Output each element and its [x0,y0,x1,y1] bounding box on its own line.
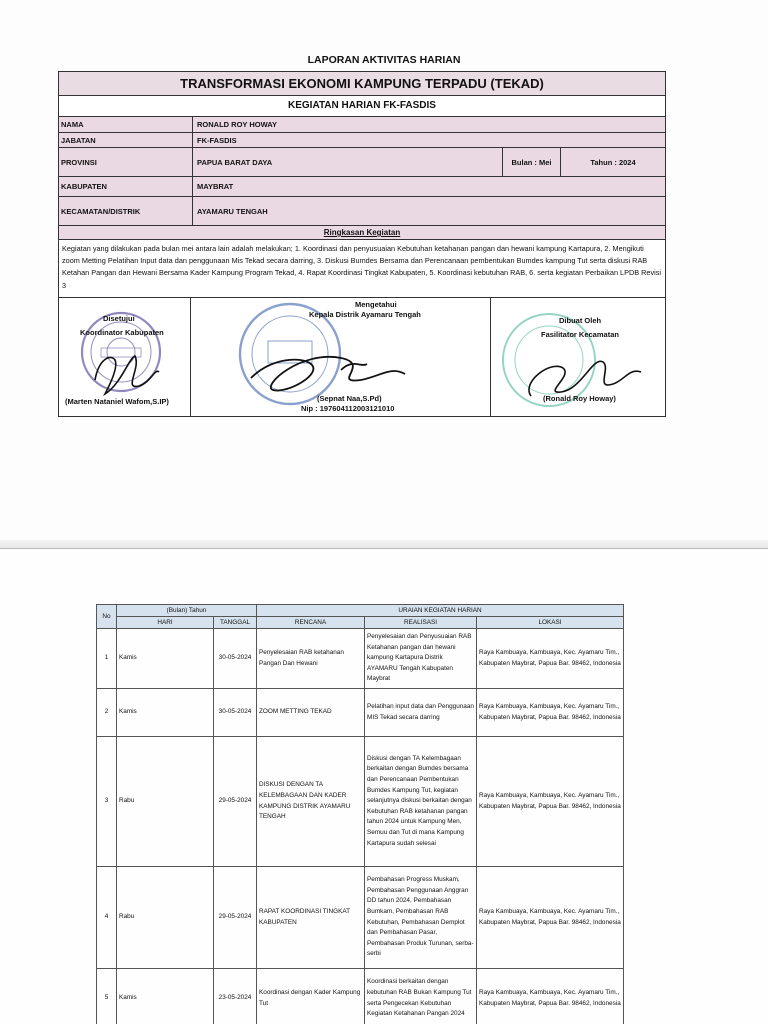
report-form [58,71,666,417]
signature-row [59,298,665,416]
row-rencana: ZOOM METTING TEKAD [257,689,365,737]
row-tanggal: 29-05-2024 [214,737,257,867]
row-realisasi: Koordinasi berkaitan dengan kebutuhan RAB Bukan Kampung Tut serta Pengecekan Kebutuhan Kegiatan Ketahanan Pangan 2024 [365,969,477,1024]
row-hari: Rabu [117,737,214,867]
row-hari: Rabu [117,867,214,969]
header-tanggal: TANGGAL [214,617,257,629]
row-no: 1 [97,629,117,689]
table-row [97,867,624,969]
row-rencana: Koordinasi dengan Kader Kampung Tut [257,969,365,1024]
district-head-ack-label: Mengetahui [355,300,397,309]
summary-text: Kegiatan yang dilakukan pada bulan mei antara lain adalah melakukan; 1. Koordinasi dan penyusuaian Kebutuhan ketahanan pangan dan hewani kampung Kartapura, 2. Mengikuti zoom Metting Pelatihan Input data dan penggunaan Mis Tekad secara darring, 3. Diskusi Bumdes Bersama dan Perencanaan pembentukan Bumdes kampung Tut serta diskusi RAB Ketahan Pangan dan Hewani Bersama Kader Kampung Program Tekad, 4. Rapat Koordinasi Tingkat Kabupaten, 5. Koordinasi kebutuhan RAB, 6. serta kegiatan Perbaikan LPDB Revisi 3 [59,240,665,298]
table-row [97,969,624,1024]
header-lokasi: LOKASI [477,617,624,629]
district-head-nip: Nip : 197604112003121010 [301,404,395,413]
row-realisasi: Penyelesaian dan Penyusuaian RAB Ketahanan pangan dan hewani kampung Kartapura Distrik AYAMARU Tengah Kabupaten Maybrat [365,629,477,689]
row-lokasi: Raya Kambuaya, Kambuaya, Kec. Ayamaru Tim., Kabupaten Maybrat, Papua Bar. 98462, Indonesia [477,867,624,969]
row-tanggal: 30-05-2024 [214,689,257,737]
tahun-value: Tahun : 2024 [560,148,665,176]
row-hari: Kamis [117,689,214,737]
info-row-jabatan [59,133,665,148]
row-realisasi: Pembahasan Progress Muskam, Pembahasan Penggunaan Anggran DD tahun 2024, Pembahasan Bumkam, Pembahasan RAB Kebutuhan, Pembahasan Demplot dan Pembahasan Pasar, Pembahasan Produk Turunan, serba-serbi [365,867,477,969]
header-no: No [97,605,117,629]
header-rencana: RENCANA [257,617,365,629]
kabupaten-value: MAYBRAT [197,182,234,191]
row-hari: Kamis [117,969,214,1024]
table-row [97,629,624,689]
row-tanggal: 30-05-2024 [214,629,257,689]
table-row [97,737,624,867]
info-row-kabupaten [59,177,665,197]
page-gap [0,540,768,548]
facilitator-name: (Ronald Roy Howay) [543,394,616,403]
program-title: TRANSFORMASI EKONOMI KAMPUNG TERPADU (TEKAD) [59,72,665,96]
table-row [97,689,624,737]
jabatan-label: JABATAN [59,133,193,147]
facilitator-role: Fasilitator Kecamatan [541,330,619,339]
district-head-name: (Sepnat Naa,S.Pd) [317,394,382,403]
row-no: 5 [97,969,117,1024]
activity-title: KEGIATAN HARIAN FK-FASDIS [59,96,665,117]
nama-label: NAMA [59,117,193,132]
nama-value: RONALD ROY HOWAY [197,120,278,129]
provinsi-label: PROVINSI [59,148,193,176]
info-row-kecamatan [59,197,665,226]
header-hari: HARI [117,617,214,629]
row-rencana: DISKUSI DENGAN TA KELEMBAGAAN DAN KADER KAMPUNG DISTRIK AYAMARU TENGAH [257,737,365,867]
kecamatan-value: AYAMARU TENGAH [197,206,268,216]
activity-table [96,604,624,1024]
row-no: 2 [97,689,117,737]
row-rencana: RAPAT KOORDINASI TINGKAT KABUPATEN [257,867,365,969]
header-uraian: URAIAN KEGIATAN HARIAN [257,605,624,617]
row-lokasi: Raya Kambuaya, Kambuaya, Kec. Ayamaru Tim., Kabupaten Maybrat, Papua Bar. 98462, Indonesia [477,689,624,737]
coordinator-role: Koordinator Kabupaten [80,328,164,337]
info-row-nama [59,117,665,133]
kecamatan-label: KECAMATAN/DISTRIK [59,197,193,225]
bulan-value: Bulan : Mei [502,148,560,176]
info-row-provinsi [59,148,665,177]
district-head-role: Kepala Distrik Ayamaru Tengah [309,310,421,319]
coordinator-name: (Marten Nataniel Wafom,S.IP) [65,397,169,406]
row-hari: Kamis [117,629,214,689]
row-realisasi: Pelatihan input data dan Penggunaan MIS Tekad secara darring [365,689,477,737]
row-tanggal: 23-05-2024 [214,969,257,1024]
row-realisasi: Diskusi dengan TA Kelembagaan berkaitan dengan Bumdes bersama dan Perencanaan Pembentukan Bumdes Kampung Tut, kegiatan selanjutnya diskusi berkaitan dengan Kebutuhan RAB ketahanan pangan tahun 2024 untuk Kampung Men, Semuu dan Tut di mana Kampung Kartapura sudah selesai [365,737,477,867]
facilitator-creator-label: Dibuat Oleh [559,316,602,325]
signature-coordinator [59,298,191,416]
signature-district-head [191,298,491,416]
summary-heading: Ringkasan Kegiatan [59,226,665,240]
coordinator-approval-label: Disetujui [103,314,135,323]
row-no: 3 [97,737,117,867]
row-no: 4 [97,867,117,969]
header-realisasi: REALISASI [365,617,477,629]
signature-facilitator [491,298,665,416]
header-period: (Bulan) Tahun [117,605,257,617]
document-title: LAPORAN AKTIVITAS HARIAN [307,54,461,66]
kabupaten-label: KABUPATEN [59,177,193,196]
jabatan-value: FK-FASDIS [197,135,237,145]
row-lokasi: Raya Kambuaya, Kambuaya, Kec. Ayamaru Tim., Kabupaten Maybrat, Papua Bar. 98462, Indonesia [477,629,624,689]
row-lokasi: Raya Kambuaya, Kambuaya, Kec. Ayamaru Tim., Kabupaten Maybrat, Papua Bar. 98462, Indonesia [477,737,624,867]
row-lokasi: Raya Kambuaya, Kambuaya, Kec. Ayamaru Tim., Kabupaten Maybrat, Papua Bar. 98462, Indonesia [477,969,624,1024]
row-tanggal: 29-05-2024 [214,867,257,969]
provinsi-value: PAPUA BARAT DAYA [197,157,273,167]
row-rencana: Penyelesaian RAB ketahanan Pangan Dan Hewani [257,629,365,689]
